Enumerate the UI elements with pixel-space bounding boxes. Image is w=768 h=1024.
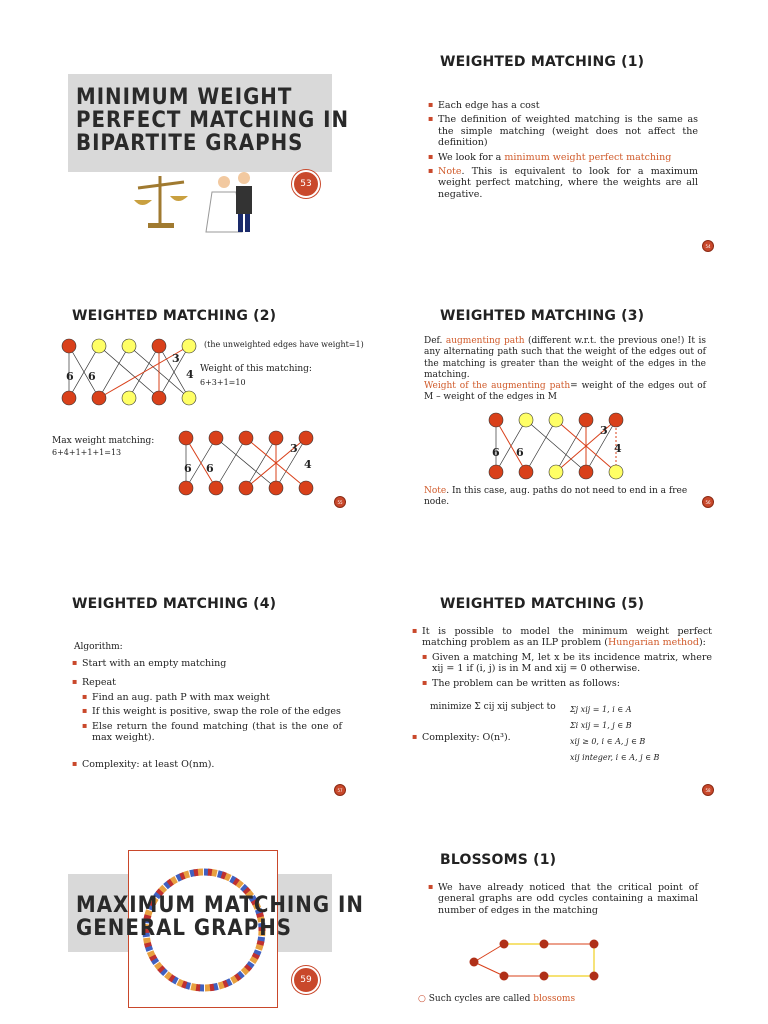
constraint: xij integer, i ∈ A, j ∈ B	[570, 753, 660, 762]
sub-bullet-item: ▪ Find an aug. path P with max weight	[72, 692, 342, 703]
slide-53	[0, 0, 384, 256]
weight-6: 6	[66, 370, 74, 383]
unweighted-note: (the unweighted edges have weight=1)	[204, 340, 364, 349]
augmenting-path-graph	[482, 410, 632, 485]
bullet-item: ▪ Start with an empty matching	[72, 658, 342, 669]
weight-4: 4	[186, 368, 194, 381]
highlight-text: blossoms	[533, 994, 576, 1004]
slide-title	[76, 894, 364, 940]
circle-bullet-icon: ○	[418, 994, 426, 1004]
bullet-item: ▪ Complexity: at least O(nm).	[72, 759, 342, 770]
highlight-text: Hungarian method	[607, 637, 699, 649]
bipartite-graph-1	[55, 336, 205, 411]
constraint: Σi xij = 1, j ∈ B	[570, 721, 632, 730]
page-number: 58	[702, 784, 714, 796]
bullet-text: ):	[698, 637, 706, 649]
slide-heading: WEIGHTED MATCHING (1)	[440, 54, 645, 70]
blossom-note	[418, 994, 575, 1005]
objective-formula: minimize Σ cij xij subject to	[430, 702, 556, 712]
max-weight-expr: 6+4+1+1+1=13	[52, 448, 122, 457]
page-number: 54	[702, 240, 714, 252]
weight-3: 3	[172, 352, 180, 365]
weight-6: 6	[492, 446, 500, 459]
bullet-item: ▪ Complexity: O(n³).	[412, 732, 562, 743]
weight-6: 6	[516, 446, 524, 459]
bullet-item: ▪ Each edge has a cost	[428, 100, 698, 111]
slide-58	[384, 512, 768, 793]
constraints	[570, 702, 659, 766]
highlight-text: Note	[438, 165, 462, 177]
slide-title	[76, 86, 349, 155]
sub-bullet-item: ▪ The problem can be written as follows:	[412, 678, 712, 689]
sub-bullet-item: ▪ Else return the found matching (that is the one of max weight).	[72, 721, 342, 744]
bullet-item	[428, 166, 698, 200]
slide-55	[0, 256, 384, 512]
scales-couple-illustration	[132, 168, 272, 238]
title-line-2: GENERAL GRAPHS	[76, 916, 293, 942]
bullet-list	[428, 882, 698, 919]
weight-3: 3	[600, 424, 608, 437]
slide-heading: WEIGHTED MATCHING (4)	[72, 596, 277, 612]
bullet-text: It is possible to model the minimum weight perfect matching problem as an ILP problem (	[422, 626, 712, 649]
title-line-3: BIPARTITE GRAPHS	[76, 131, 304, 157]
weight-6: 6	[88, 370, 96, 383]
blossom-cycle-graph	[468, 936, 608, 986]
bullet-item: ▪ The definition of weighted matching is the same as the simple matching (weight does not affect the definition)	[428, 114, 698, 148]
page-number: 57	[334, 784, 346, 796]
bullet-text: Such cycles are called	[428, 994, 534, 1004]
definition-text	[424, 336, 706, 404]
title-line-2: PERFECT MATCHING IN	[76, 108, 350, 134]
slide-54	[384, 0, 768, 256]
algorithm-label: Algorithm:	[74, 642, 123, 652]
weight-6: 6	[206, 462, 214, 475]
page-number: 55	[334, 496, 346, 508]
sub-bullet-item: ▪ If this weight is positive, swap the role of the edges	[72, 706, 342, 717]
bullet-list	[412, 626, 712, 692]
highlight-text: augmenting path	[445, 336, 525, 346]
page-number: 56	[702, 496, 714, 508]
constraint: Σj xij = 1, i ∈ A	[570, 705, 632, 714]
note-text	[424, 486, 694, 509]
highlight-text: minimum weight perfect matching	[504, 151, 672, 163]
highlight-text: Weight of the augmenting path	[424, 381, 571, 391]
bullet-item	[412, 626, 712, 649]
slide-heading: WEIGHTED MATCHING (2)	[72, 308, 277, 324]
slide-heading: BLOSSOMS (1)	[440, 852, 557, 868]
bullet-item: ▪ We have already noticed that the critical point of general graphs are odd cycles containing a maximal number of edges in the matching	[428, 882, 698, 916]
weight-expr: 6+3+1=10	[200, 378, 246, 387]
bullet-item	[428, 152, 698, 163]
note-body: . In this case, aug. paths do not need to end in a free node.	[424, 486, 688, 508]
constraint: xij ≥ 0, i ∈ A, j ∈ B	[570, 737, 646, 746]
page-number: 53	[292, 170, 320, 198]
title-line-1: MINIMUM WEIGHT	[76, 85, 293, 110]
sub-bullet-item: ▪ Given a matching M, let x be its incidence matrix, where xij = 1 if (i, j) is in M and xij = 0 otherwise.	[412, 652, 712, 675]
page-number: 59	[292, 966, 320, 994]
slide-heading: WEIGHTED MATCHING (3)	[440, 308, 645, 324]
weight-4: 4	[614, 442, 622, 455]
bullet-list	[412, 732, 562, 746]
def-label: Def.	[424, 336, 446, 346]
bullet-item: ▪ Repeat	[72, 677, 342, 688]
slide-59	[0, 768, 384, 1024]
weight-6: 6	[184, 462, 192, 475]
bullet-list	[428, 100, 698, 203]
bullet-list	[72, 658, 342, 774]
bipartite-graph-2	[172, 428, 322, 503]
def-body: (different w.r.t. the previous one!) It is any alternating path such that the weight of the edges out of the matching is greater than the weight of the edges in the matching.	[424, 336, 706, 380]
highlight-text: Note	[424, 486, 447, 496]
weight-label: Weight of this matching:	[200, 364, 312, 374]
bullet-text: . This is equivalent to look for a maximum weight perfect matching, where the weights are all negative.	[438, 165, 698, 200]
max-weight-label: Max weight matching:	[52, 436, 155, 446]
weight-3: 3	[290, 442, 298, 455]
slide-60	[384, 768, 768, 1024]
weight-def: = weight of the edges out of M – weight of the edges in M	[424, 381, 706, 403]
slide-57	[0, 512, 384, 793]
title-line-1: MAXIMUM MATCHING IN	[76, 893, 364, 918]
slide-heading: WEIGHTED MATCHING (5)	[440, 596, 645, 612]
bullet-text: We look for a	[438, 151, 505, 163]
slide-56	[384, 256, 768, 512]
weight-4: 4	[304, 458, 312, 471]
